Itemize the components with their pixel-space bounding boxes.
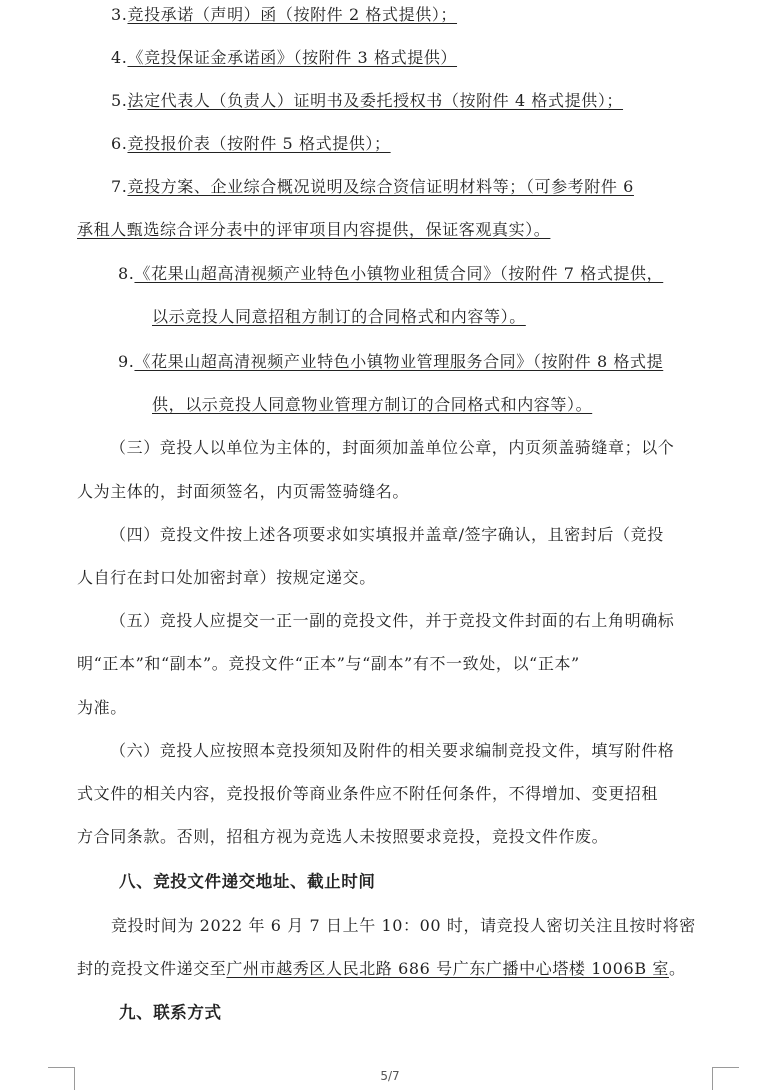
item-number: 9. (118, 352, 135, 371)
item-text: 以示竞投人同意招租方制订的合同格式和内容等）。 (152, 307, 526, 326)
submission-address: 广州市越秀区人民北路 686 号广东广播中心塔楼 1006B 室 (226, 959, 669, 978)
item-number: 5. (111, 91, 128, 110)
paragraph-5-line-2: 明“正本”和“副本”。竞投文件“正本”与“副本”有不一致处，以“正本” (77, 654, 580, 673)
list-item-8-continuation (152, 306, 526, 328)
paragraph-3-line-1: （三）竞投人以单位为主体的，封面须加盖单位公章，内页须盖骑缝章；以个 (110, 438, 675, 457)
item-number: 4. (111, 48, 128, 67)
item-text: 《竞投保证金承诺函》（按附件 3 格式提供） (127, 48, 458, 67)
section-8-heading: 八、竞投文件递交地址、截止时间 (119, 872, 376, 891)
list-item-7-continuation (77, 219, 550, 241)
list-item-9-continuation (152, 394, 592, 416)
paragraph-3-line-2: 人为主体的，封面须签名，内页需签骑缝名。 (77, 482, 410, 501)
item-text: 竞投承诺（声明）函（按附件 2 格式提供）； (127, 5, 458, 24)
item-text: 法定代表人（负责人）证明书及委托授权书（按附件 4 格式提供）； (127, 91, 624, 110)
paragraph-6-line-1: （六）竞投人应按照本竞投须知及附件的相关要求编制竞投文件，填写附件格 (110, 741, 675, 760)
paragraph-5-line-3: 为准。 (77, 698, 127, 717)
list-item-7 (111, 176, 634, 198)
item-number: 8. (118, 264, 135, 283)
item-number: 3. (111, 5, 128, 24)
list-item-3 (111, 4, 457, 26)
list-item-8 (118, 263, 663, 285)
page-number: 5/7 (380, 1069, 400, 1083)
paragraph-4-line-2: 人自行在封口处加密封章）按规定递交。 (77, 568, 376, 587)
item-text: 竞投报价表（按附件 5 格式提供）； (127, 134, 391, 153)
section-8-line-1: 竞投时间为 2022 年 6 月 7 日上午 10：00 时，请竞投人密切关注且按时将密 (111, 916, 696, 935)
list-item-4 (111, 47, 457, 69)
paragraph-6-line-3: 方合同条款。否则，招租方视为竞选人未按照要求竞投，竞投文件作废。 (77, 827, 609, 846)
list-item-6 (111, 133, 391, 155)
section-8-line-2 (77, 958, 686, 980)
paragraph-4-line-1: （四）竞投文件按上述各项要求如实填报并盖章/签字确认，且密封后（竞投 (110, 525, 664, 544)
item-text: 《花果山超高清视频产业特色小镇物业管理服务合同》（按附件 8 格式提 (134, 352, 664, 371)
item-text: 竞投方案、企业综合概况说明及综合资信证明材料等；（可参考附件 6 (127, 177, 634, 196)
line-prefix: 封的竞投文件递交至 (77, 959, 227, 978)
paragraph-6-line-2: 式文件的相关内容，竞投报价等商业条件应不附任何条件，不得增加、变更招租 (77, 784, 659, 803)
list-item-9 (118, 351, 663, 373)
item-number: 6. (111, 134, 128, 153)
item-text: 《花果山超高清视频产业特色小镇物业租赁合同》（按附件 7 格式提供， (134, 264, 664, 283)
item-text: 承租人甄选综合评分表中的评审项目内容提供，保证客观真实）。 (77, 220, 551, 239)
section-9-heading: 九、联系方式 (119, 1003, 222, 1022)
list-item-5 (111, 90, 623, 112)
item-text: 供，以示竞投人同意物业管理方制订的合同格式和内容等）。 (152, 395, 593, 414)
paragraph-5-line-1: （五）竞投人应提交一正一副的竞投文件，并于竞投文件封面的右上角明确标 (110, 611, 675, 630)
item-number: 7. (111, 177, 128, 196)
line-suffix: 。 (668, 959, 686, 978)
